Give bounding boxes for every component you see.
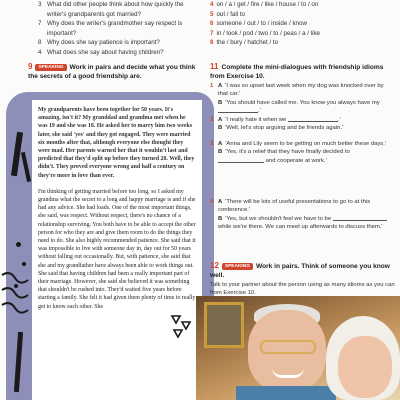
speaker-b-line: B 'Well, let's stop arguing and be friends again.' [218, 125, 344, 132]
speaker-a-line: A 'I was so upset last week when my dog was knocked over by that car.' [218, 83, 384, 98]
word-item: 4 on / a / get / fire / like / house / to / on [210, 1, 319, 8]
exercise-number: 11 [210, 62, 219, 71]
exercise-11-heading [210, 63, 396, 81]
word-item: 8 the / bury / hatchet / to [210, 39, 279, 46]
picture-frame [204, 302, 244, 348]
exercise-12-heading [210, 262, 396, 280]
speaker-b-line: B 'You should have called me. You know you always have my .' [218, 99, 380, 115]
speaking-badge: SPEAKING [222, 263, 253, 270]
wavy-line-decoration [0, 270, 30, 330]
dialogue-3: 3 A 'Anna and Lily seem to be getting on much better these days.' B 'Yes, it's a relief that they have finally decided to and cooperate at work.' [218, 140, 394, 165]
smile [272, 368, 304, 378]
word-item: 5 out / fall to [210, 10, 246, 18]
dialogue-2: 2 A 'I really hate it when we .' B 'Well, let's stop arguing and be friends again.' [218, 116, 394, 133]
article-card [32, 100, 202, 400]
exercise-instruction: Work in pairs and decide what you think the secrets of a good friendship are. [28, 64, 196, 80]
woman-face [338, 336, 392, 398]
question-item: 7 Why does the writer's grandmother say respect is [38, 20, 183, 27]
speaking-badge: SPEAKING [35, 64, 66, 71]
question-item: 4 What does she say about having children? [38, 48, 164, 56]
article-paragraph: My grandparents have been together for 50 years. It's amazing, isn't it? My granddad and grandma met when he was 19 and she was 18. He asked her to marry him two weeks later, she said 'yes' and they got engaged. They were married six months after that, although everyone else thought they were mad. Her parents warned her that it wouldn't last and predicted that they'd split up before they turned 20. Well, they didn't. They proved everyone wrong and half a century on they're more in love than ever. [38, 107, 195, 179]
speaker-b-line: B 'Yes, it's a relief that they have finally decided to and cooperate at work.' [218, 149, 350, 164]
word-item: 7 in / look / pod / two / to / peas / a / like [210, 29, 320, 37]
question-item: important? [47, 29, 77, 37]
speaker-a-line: A 'There will be lots of useful presentations to go to at this conference.' [218, 199, 371, 214]
answer-blank[interactable] [218, 157, 264, 163]
dialogue-4: 4 A 'There will be lots of useful presentations to go to at this conference.' B 'Yes, but we shouldn't feel we have to be while we're there. We can meet up afterwards to discuss them.' [218, 198, 394, 232]
dialogue-1: 1 A 'I was so upset last week when my dog was knocked over by that car.' B 'You should have called me. You know you always have my .' [218, 82, 394, 116]
article-paragraph: I'm thinking of getting married before too long, so I asked my grandma what the secret to a long and happy marriage is and if she had any advice. She had loads. One of the most important things, she said, was respect. Without respect, there's no chance of a relationship surviving. You both have to be able to accept the other person for who they are and give them room to do the things they need to do. She also highly recommended patience. She said that it was impossible to live with someone day in, day out for 50 years without falling out occasionally. But, with patience, she said that she and my grandfather have always been able to work things out. She said that having children had been a really important part of their marriage. However, she said she believed it was something that shouldn't be rushed into. They'd waited five years before starting a family. She felt it had given them plenty of time to really get to know each other. She [38, 188, 196, 310]
triangle-doodle-icon [168, 312, 192, 342]
exercise-number: 9 [28, 62, 33, 71]
exercise-instruction: Complete the mini-dialogues with friendship idioms from Exercise 10. [210, 64, 384, 80]
exercise-12-description: Talk to your partner about the person using as many idioms as you can from Exercise 10. [210, 282, 395, 296]
dot-decoration [22, 262, 26, 266]
brush-stroke [21, 152, 31, 182]
speaker-a-line: A 'I really hate it when we .' [218, 117, 341, 123]
question-item: writer's grandparents got married? [47, 10, 142, 18]
jumbled-words-list [210, 0, 320, 48]
comprehension-questions [38, 0, 208, 57]
word-item: 6 someone / out / to / inside / know [210, 20, 307, 27]
glasses [260, 340, 316, 354]
speaker-b-line: B 'Yes, but we shouldn't feel we have to be while we're there. We can meet up afterwards to discuss them.' [218, 215, 394, 232]
shirt [236, 386, 336, 400]
question-item: 3 What did other people think about how quickly the [38, 1, 184, 8]
answer-blank[interactable] [288, 116, 338, 122]
brush-stroke [14, 332, 23, 392]
speaker-a-line: A 'Anna and Lily seem to be getting on much better these days.' [218, 141, 387, 147]
exercise-instruction: Work in pairs. Think of someone you know well. [210, 263, 390, 279]
answer-blank[interactable] [218, 107, 258, 113]
grandparents-photo [196, 296, 400, 400]
question-item: 8 Why does she say patience is important? [38, 39, 160, 46]
exercise-9-heading [28, 62, 203, 81]
exercise-number: 12 [210, 261, 219, 270]
dot-decoration [16, 242, 21, 247]
answer-blank[interactable] [333, 215, 387, 221]
